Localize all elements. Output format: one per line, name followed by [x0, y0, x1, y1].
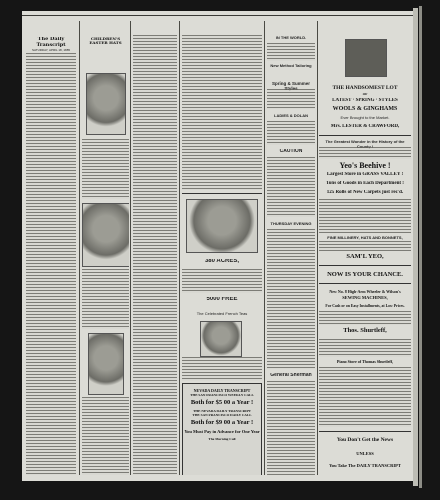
weekly-call: THE SAN FRANCISCO WEEKLY CALL [190, 393, 254, 397]
sewing-machines: SEWING MACHINES, [342, 295, 388, 300]
news-text [133, 35, 177, 475]
styles-ad: Spring & Summer [271, 81, 310, 86]
pay-advance: You Must Pay in Advance for One Year [184, 429, 260, 434]
advert-illustration [186, 199, 258, 253]
news-text [26, 53, 76, 475]
nevada-transcript: NEVADA DAILY TRANSCRIPT [193, 388, 251, 393]
article-text [82, 397, 129, 475]
column-4 [182, 21, 262, 475]
children-hats-illustration [82, 203, 129, 267]
price-one: Both for $5 00 a Year ! [190, 399, 254, 406]
piano-store: Piano Store of Thomas Shurtleff, [336, 359, 394, 364]
market-line: Ever Brought to the Market. [340, 115, 390, 120]
daily-call: THE SAN FRANCISCO DAILY CALL [192, 413, 252, 417]
ad-headline: IN THE WORLD. [275, 35, 307, 40]
latest-styles: LATEST · SPRING · STYLES [332, 98, 398, 103]
fashion-illustration [86, 73, 126, 135]
gift-ad: 5000 FREE [206, 297, 238, 302]
cash-installments: For Cash or on Easy Installments, at Low Prices. [325, 304, 405, 308]
column-rule [179, 21, 180, 475]
newspaper-page [22, 11, 413, 481]
column-rule [79, 21, 80, 475]
dont-get-news: You Don't Get the News [336, 437, 394, 443]
tons-goods: Tons of Goods in Each Department ! [326, 181, 404, 186]
dress-illustration [88, 333, 124, 395]
acres-ad: 380 ACRES, [204, 259, 240, 264]
tailoring-ad: New Method Tailoring [270, 63, 312, 68]
news-text [182, 35, 262, 190]
handsomest-lot: THE HANDSOMEST LOT [332, 85, 398, 91]
column-rule [317, 21, 318, 475]
sam-yeo: SAM'L YEO, [346, 253, 384, 260]
portrait-illustration [200, 321, 242, 357]
column-5 [267, 21, 315, 475]
thos-shurtleff: Thos. Shurtleff, [343, 327, 387, 334]
evening-ad: THURSDAY EVENING [270, 221, 312, 226]
header-rule [22, 15, 413, 16]
column-6 [319, 21, 411, 475]
unless: UNLESS [356, 451, 374, 456]
largest-store: Largest Store in GRASS VALLEY ! [326, 172, 404, 177]
column-rule [264, 21, 265, 475]
article-text [82, 139, 129, 199]
article-text [82, 269, 129, 329]
ladies-ad: LADIES & DOLAN [274, 113, 308, 118]
take-transcript: You Take The DAILY TRANSCRIPT [329, 463, 401, 468]
lot-of: OF [362, 92, 368, 96]
wheeler-wilson: New No. 8 High-Arm Wheeler & Wilson's [329, 289, 401, 294]
your-chance: NOW IS YOUR CHANCE. [327, 271, 403, 278]
lester-crawford: Mrs. LESTER & CRAWFORD, [330, 124, 400, 129]
column-2 [82, 21, 129, 475]
daily-transcript: THE NEVADA DAILY TRANSCRIPT [193, 409, 251, 413]
caution-ad: CAUTION [279, 149, 303, 154]
page-edge-shadow [419, 6, 422, 488]
millinery: FINE MILLINERY, HATS AND BONNETS, [327, 235, 403, 240]
column-3 [133, 21, 177, 475]
page-edge [413, 8, 418, 486]
morning-call: The Morning Call [208, 437, 236, 441]
tea-ad: The Celebrated French Teas [196, 311, 248, 316]
greatest-wonder: The Greatest Wonder in the History of the [325, 139, 405, 144]
sherman-ad: General Sherman [270, 373, 312, 378]
wools-ginghams: WOOLS & GINGHAMS [332, 106, 398, 112]
column-rule [130, 21, 131, 475]
issue-date: SATURDAY, APRIL 18, 1885 [31, 48, 71, 52]
masthead: The Daily Transcript [36, 37, 66, 48]
column-1 [26, 21, 76, 475]
article-title: CHILDREN'S EASTER HATS [89, 37, 122, 46]
yeos-beehive: Yeo's Beehive ! [339, 161, 391, 170]
bonnet-illustration [345, 39, 387, 77]
carpet-rolls: 125 Rolls of New Carpets just rec'd. [326, 190, 404, 195]
price-two: Both for $9 00 a Year ! [190, 419, 254, 426]
subscription-ad [182, 383, 262, 475]
